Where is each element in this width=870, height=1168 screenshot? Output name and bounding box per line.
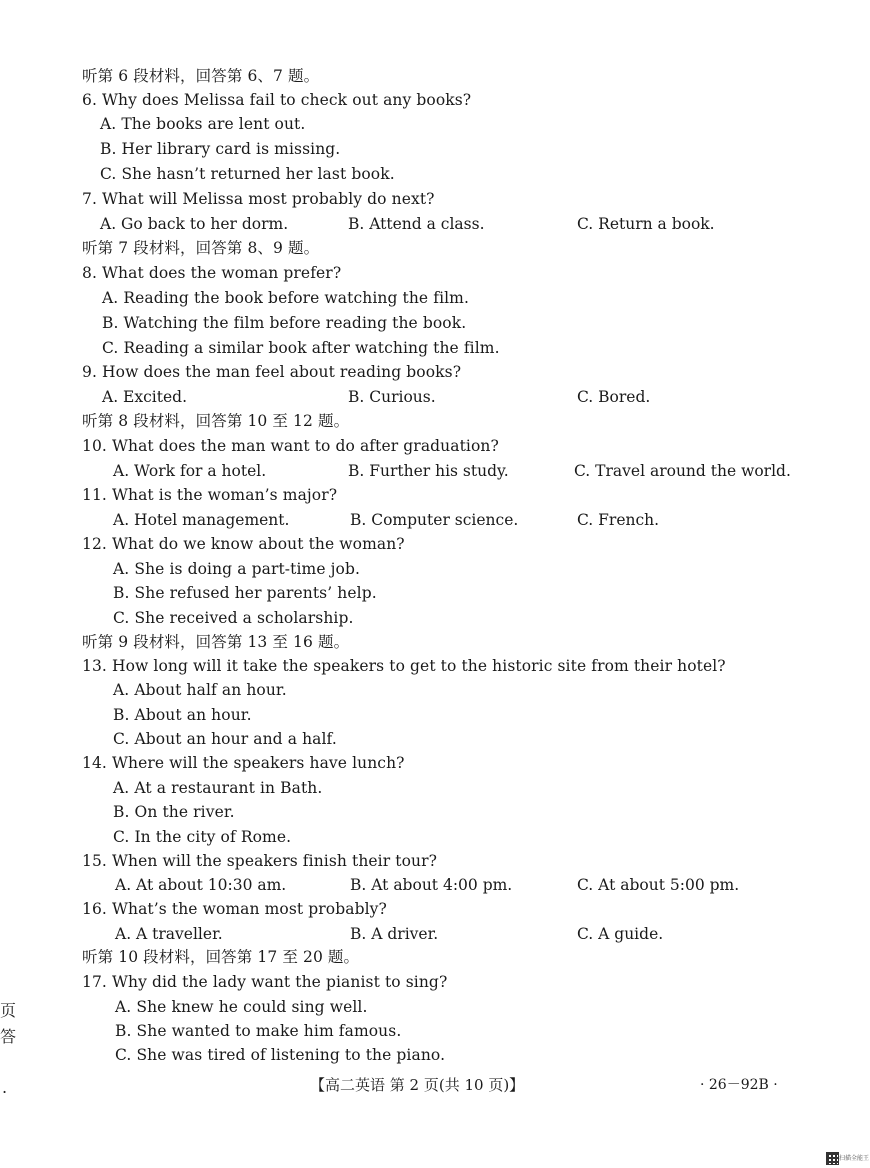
option-b: B. Further his study. — [348, 462, 509, 480]
option-b: B. About an hour. — [113, 706, 252, 724]
option-b: B. At about 4:00 pm. — [350, 876, 513, 894]
option-a: A. The books are lent out. — [100, 115, 306, 133]
margin-fragment: 答 — [0, 1027, 17, 1046]
option-a: A. About half an hour. — [113, 681, 287, 699]
scanner-watermark: 扫描全能王 — [839, 1155, 870, 1162]
option-c: C. She hasn’t returned her last book. — [100, 165, 395, 183]
option-a: A. Go back to her dorm. — [100, 215, 289, 233]
option-a: A. At about 10:30 am. — [115, 876, 287, 894]
question-stem: 11. What is the woman’s major? — [82, 486, 338, 504]
option-c: C. Reading a similar book after watching the film. — [102, 339, 500, 357]
option-b: B. Computer science. — [350, 511, 519, 529]
option-c: C. In the city of Rome. — [113, 828, 292, 846]
question-stem: 13. How long will it take the speakers to get to the historic site from their hotel? — [82, 657, 726, 675]
option-b: B. Curious. — [348, 388, 436, 406]
question-stem: 14. Where will the speakers have lunch? — [82, 754, 405, 772]
question-stem: 6. Why does Melissa fail to check out any books? — [82, 91, 472, 109]
option-a: A. Work for a hotel. — [113, 462, 267, 480]
question-stem: 16. What’s the woman most probably? — [82, 900, 387, 918]
margin-fragment: 页 — [0, 1001, 17, 1020]
option-c: C. She received a scholarship. — [113, 609, 354, 627]
option-a: A. At a restaurant in Bath. — [113, 779, 323, 797]
option-a: A. A traveller. — [115, 925, 223, 943]
margin-fragment: . — [2, 1078, 8, 1097]
question-stem: 17. Why did the lady want the pianist to sing? — [82, 973, 448, 991]
section-header: 听第 10 段材料，回答第 17 至 20 题。 — [82, 948, 360, 966]
question-stem: 10. What does the man want to do after graduation? — [82, 437, 499, 455]
option-c: C. Travel around the world. — [574, 462, 791, 480]
option-b: B. Watching the film before reading the book. — [102, 314, 467, 332]
option-c: C. A guide. — [577, 925, 664, 943]
option-b: B. She refused her parents’ help. — [113, 584, 377, 602]
qr-code-icon — [826, 1152, 839, 1165]
option-c: C. French. — [577, 511, 660, 529]
question-stem: 8. What does the woman prefer? — [82, 264, 342, 282]
question-stem: 9. How does the man feel about reading books? — [82, 363, 462, 381]
question-stem: 7. What will Melissa most probably do next? — [82, 190, 435, 208]
option-c: C. About an hour and a half. — [113, 730, 337, 748]
section-header: 听第 9 段材料，回答第 13 至 16 题。 — [82, 633, 350, 651]
option-a: A. Excited. — [102, 388, 187, 406]
option-c: C. She was tired of listening to the piano. — [115, 1046, 446, 1064]
question-stem: 15. When will the speakers finish their tour? — [82, 852, 438, 870]
option-c: C. Bored. — [577, 388, 651, 406]
question-stem: 12. What do we know about the woman? — [82, 535, 405, 553]
option-b: B. A driver. — [350, 925, 439, 943]
option-b: B. On the river. — [113, 803, 235, 821]
option-b: B. She wanted to make him famous. — [115, 1022, 402, 1040]
section-header: 听第 8 段材料，回答第 10 至 12 题。 — [82, 412, 350, 430]
section-header: 听第 6 段材料，回答第 6、7 题。 — [82, 67, 320, 85]
footer-page-info: 【高二英语 第 2 页(共 10 页)】 — [310, 1076, 525, 1094]
option-b: B. Attend a class. — [348, 215, 485, 233]
option-a: A. Reading the book before watching the film. — [102, 289, 470, 307]
option-c: C. At about 5:00 pm. — [577, 876, 740, 894]
option-c: C. Return a book. — [577, 215, 715, 233]
footer-code: · 26－92B · — [700, 1077, 778, 1093]
option-b: B. Her library card is missing. — [100, 140, 341, 158]
option-a: A. She is doing a part-time job. — [113, 560, 361, 578]
section-header: 听第 7 段材料，回答第 8、9 题。 — [82, 239, 320, 257]
option-a: A. Hotel management. — [113, 511, 290, 529]
option-a: A. She knew he could sing well. — [115, 998, 368, 1016]
